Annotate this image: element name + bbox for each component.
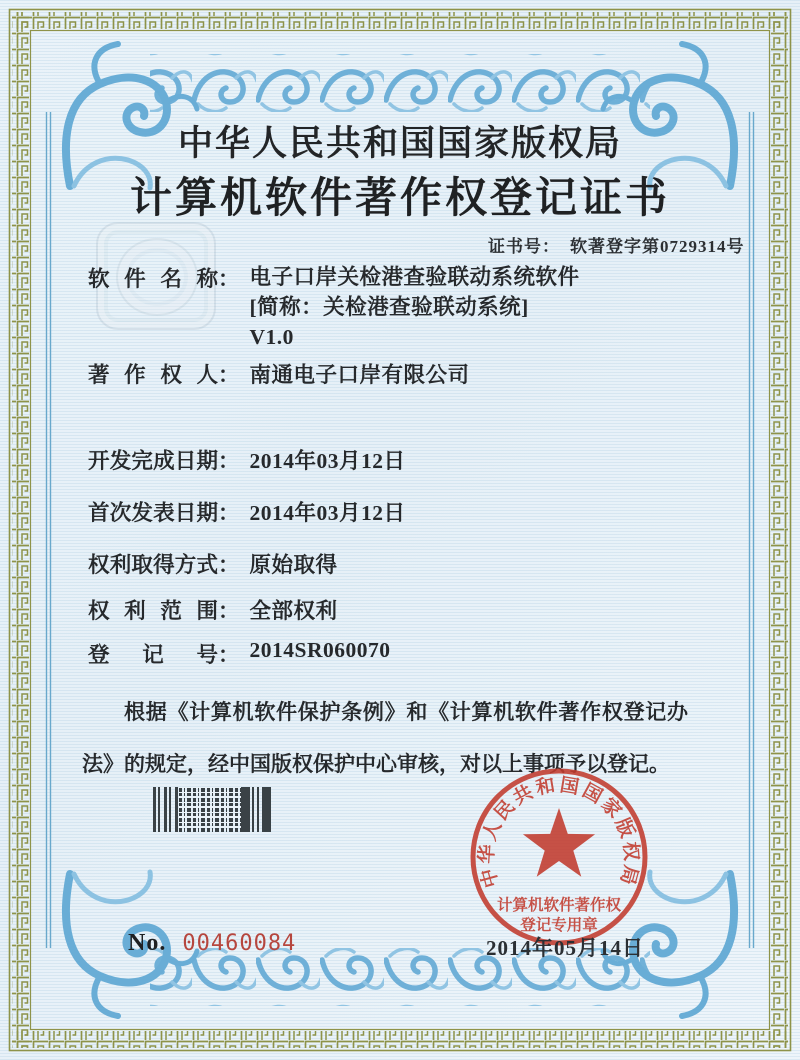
registration-statement: 根据《计算机软件保护条例》和《计算机软件著作权登记办法》的规定，经中国版权保护中心审核，对以上事项予以登记。 — [82, 700, 688, 776]
software-name-line1: 电子口岸关检港查验联动系统软件 — [249, 265, 580, 289]
field-label: 登记号 — [88, 643, 218, 667]
field-colon: ： — [218, 449, 240, 473]
certificate-number — [488, 232, 745, 257]
field-value — [250, 262, 580, 352]
certificate-number-label: 证书号： — [488, 237, 560, 256]
field-rights-acquisition — [88, 548, 338, 579]
seal-arc-text: 中华人民共和国国家版权局 — [476, 774, 642, 890]
field-colon: ： — [218, 599, 240, 623]
barcode-matrix — [179, 787, 241, 832]
serial-no-label: No. — [128, 930, 167, 956]
field-label: 权利范围 — [88, 599, 218, 623]
seal-date: 2014年05月14日 — [486, 936, 644, 960]
field-first-publication-date — [88, 496, 406, 527]
field-colon: ： — [218, 643, 240, 667]
field-colon: ： — [218, 553, 240, 577]
field-value: 原始取得 — [249, 553, 338, 577]
barcode-left-bars — [153, 787, 179, 832]
field-colon: ： — [218, 267, 240, 291]
field-label: 权利取得方式 — [88, 553, 218, 577]
certificate-title: 计算机软件著作权登记证书 — [129, 176, 670, 222]
field-software-name — [88, 262, 580, 352]
software-name-line2: [简称：关检港查验联动系统] — [249, 295, 529, 319]
field-registration-number — [88, 638, 391, 669]
field-colon: ： — [218, 501, 240, 525]
field-value: 2014SR060070 — [249, 638, 391, 662]
field-label: 开发完成日期 — [88, 449, 218, 473]
field-value: 2014年03月12日 — [249, 449, 406, 473]
field-value: 全部权利 — [249, 599, 338, 623]
barcode — [153, 787, 271, 832]
seal-title-line1: 计算机软件著作权 — [496, 897, 622, 914]
field-value: 2014年03月12日 — [249, 501, 406, 525]
field-label: 软件名称 — [88, 267, 218, 291]
seal-star-icon — [523, 808, 595, 877]
field-label: 首次发表日期 — [88, 501, 218, 525]
serial-no-value: 00460084 — [182, 931, 297, 956]
field-dev-completion-date — [88, 444, 406, 475]
field-rights-scope — [88, 594, 338, 625]
certificate-serial — [128, 930, 296, 957]
certificate-number-value: 软著登字第0729314号 — [570, 237, 745, 256]
issuing-authority-title: 中华人民共和国国家版权局 — [177, 124, 622, 163]
barcode-right-bars — [241, 787, 271, 832]
field-colon: ： — [218, 363, 240, 387]
field-label: 著作权人 — [88, 363, 218, 387]
field-value: 南通电子口岸有限公司 — [249, 363, 470, 387]
seal-title-line2: 登记专用章 — [520, 917, 598, 934]
field-copyright-owner — [88, 358, 470, 389]
software-name-version: V1.0 — [249, 325, 294, 349]
